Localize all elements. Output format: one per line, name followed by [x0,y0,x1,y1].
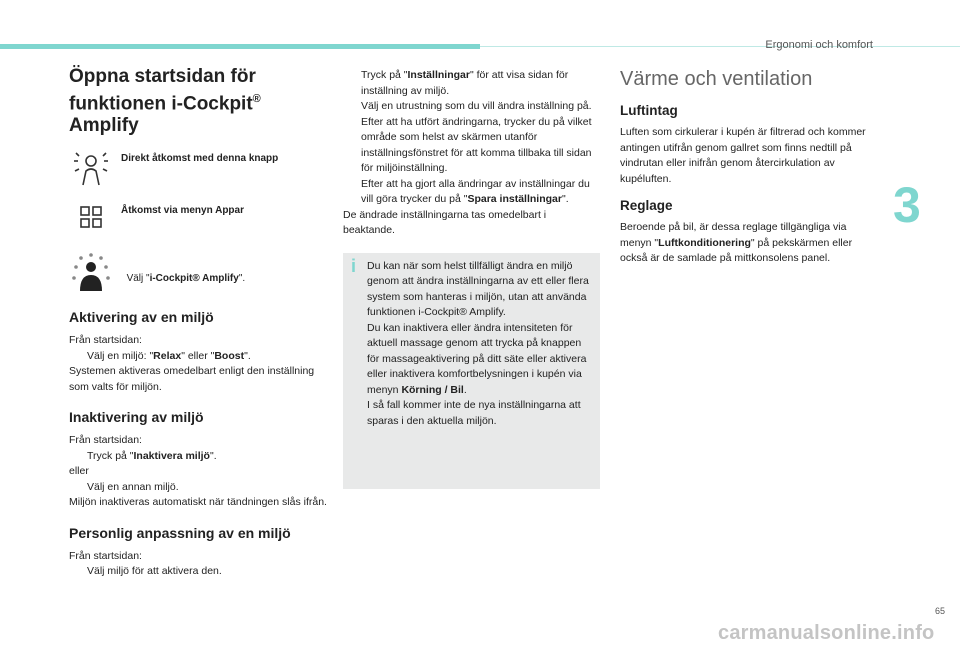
page-title: Öppna startsidan för funktionen i-Cockpit® Amplify [69,66,261,137]
heading-customize: Personlig anpassning av en miljö [69,524,291,541]
page-number: 65 [935,606,946,616]
deactivate-bullet-2: Välj en annan miljö. [69,480,331,496]
settings-bullet-2: Välj en utrustning som du vill ändra inställning på. [343,99,600,115]
icon-row-direct [69,147,331,191]
watermark: carmanualsonline.info [718,622,935,644]
deactivate-bullet-1: Tryck på "Inaktivera miljö". [69,449,331,465]
settings-bullet-1: Tryck på "Inställningar" för att visa sidan för inställning av miljö. [343,68,600,99]
apps-grid-icon [69,199,113,243]
info-para-3: I så fall kommer inte de nya inställningarna att sparas i den aktuella miljön. [367,399,581,427]
info-para-1: Du kan när som helst tillfälligt ändra en miljö genom att ändra inställningarna av ett eller flera system som hanteras i miljön, utan att använda funktionen i-Cockpit® Amplify. [367,259,589,318]
activate-from: Från startsidan: [69,334,142,347]
column-left [69,66,331,580]
customize-bullet-1: Välj miljö för att aktivera den. [69,564,331,580]
heading-air-intake: Luftintag [620,103,678,118]
person-wave-icon [69,147,113,191]
chapter-number: 3 [893,177,921,233]
icon-row-apps [69,199,331,243]
deactivate-from: Från startsidan: [69,434,142,447]
heading-controls: Reglage [620,198,673,213]
icon2-label: Åtkomst via menyn Appar [121,205,244,217]
column-middle [343,68,600,489]
bullet-marker [69,449,87,465]
activate-text: Systemen aktiveras omedelbart enligt den inställning som valts för miljön. [69,365,315,393]
bullet-marker [69,480,87,496]
controls-text: Beroende på bil, är dessa reglage tillgängliga via menyn "Luftkonditionering" på pekskärmen eller också är de samlade på mittkonsolens panel. [620,221,853,264]
icon1-label: Direkt åtkomst med denna knapp [121,153,279,165]
settings-after: De ändrade inställningarna tas omedelbart i beaktande. [343,208,547,236]
bullet-marker [343,177,361,208]
info-para-2: Du kan inaktivera eller ändra intensiteten för aktuell massage genom att trycka på knappen för massageaktivering på ditt säte eller aktivera eller inaktivera komfortbelysningen i kupén via menyn Körning / Bil. [367,321,587,396]
air-intake-text: Luften som cirkulerar i kupén är filtrerad och kommer antingen utifrån genom gallret som finns nedtill på vindrutan eller inifrån genom återcirkulation av kupéluften. [620,126,866,185]
header-rule [480,46,960,47]
heading-activate: Aktivering av en miljö [69,309,214,326]
bullet-marker [343,115,361,177]
heading-heating: Värme och ventilation [620,68,813,90]
icon3-label: Välj "i-Cockpit® Amplify". [126,273,246,285]
header-accent-bar [0,44,480,49]
customize-from: Från startsidan: [69,549,142,562]
heading-deactivate: Inaktivering av miljö [69,409,204,426]
deactivate-text: Miljön inaktiveras automatiskt när tändningen slås ifrån. [69,496,327,509]
icon-row-amplify [69,251,331,295]
section-title: Ergonomi och komfort [765,39,873,51]
deactivate-or: eller [69,465,89,478]
settings-bullet-4: Efter att ha gjort alla ändringar av inställningar du vill göra trycker du på "Spara inställningar". [343,177,600,208]
settings-bullet-3: Efter att ha utfört ändringarna, trycker du på vilket område som helst av skärmen utanför inställningsfönstret för att komma tillbaka till sidan för miljöinställning. [343,115,600,177]
info-box [343,253,600,490]
column-right [620,66,870,267]
bullet-marker [343,99,361,115]
info-icon: i [351,255,357,276]
amplify-person-icon [69,251,113,295]
bullet-marker [69,564,87,580]
bullet-marker [343,68,361,99]
bullet-marker [69,349,87,365]
activate-bullet: Välj en miljö: "Relax" eller "Boost". [69,349,331,365]
